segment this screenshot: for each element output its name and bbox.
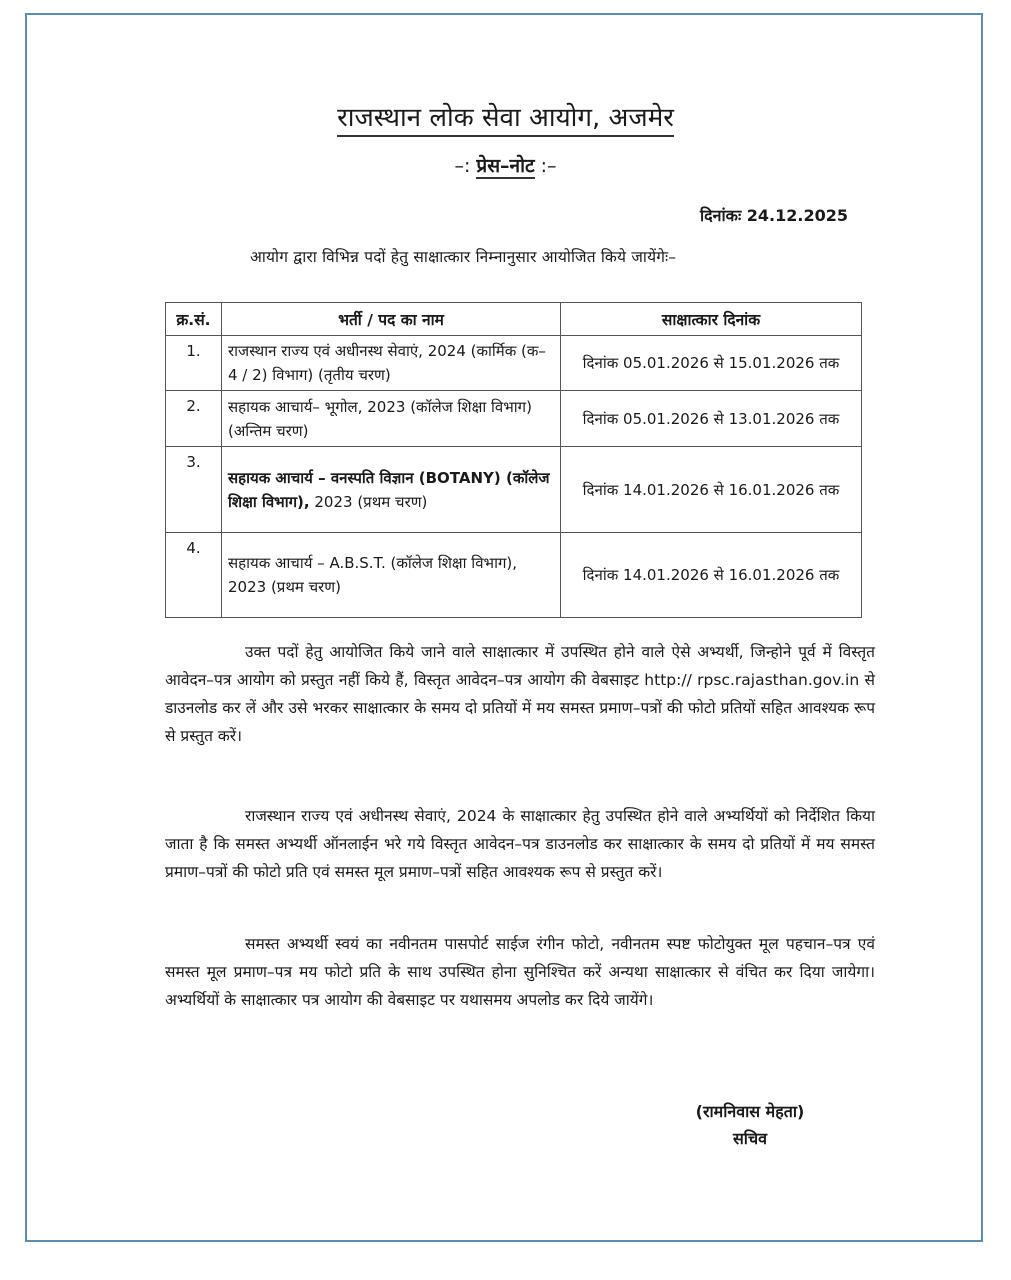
row-interview-date: दिनांक 05.01.2026 से 13.01.2026 तक — [561, 391, 862, 447]
press-note-label: प्रेस–नोट — [476, 155, 535, 177]
row-serial: 1. — [166, 336, 222, 391]
header-post-name: भर्ती / पद का नाम — [222, 303, 561, 336]
subtitle-suffix: :– — [534, 155, 557, 177]
row-serial: 2. — [166, 391, 222, 447]
row-serial: 3. — [166, 447, 222, 533]
subtitle-prefix: –: — [454, 155, 477, 177]
row-serial: 4. — [166, 533, 222, 618]
row-post-name: सहायक आचार्य– भूगोल, 2023 (कॉलेज शिक्षा विभाग) (अन्तिम चरण) — [222, 391, 561, 447]
row-interview-date: दिनांक 14.01.2026 से 16.01.2026 तक — [561, 533, 862, 618]
row-post-name: राजस्थान राज्य एवं अधीनस्थ सेवाएं, 2024 (कार्मिक (क–4 / 2) विभाग) (तृतीय चरण) — [222, 336, 561, 391]
date-value: 24.12.2025 — [746, 206, 848, 225]
header-interview-date: साक्षात्कार दिनांक — [561, 303, 862, 336]
table-row — [166, 391, 862, 447]
paragraph-ras-instructions — [165, 802, 875, 886]
table-row — [166, 533, 862, 618]
row-post-name — [222, 447, 561, 533]
issue-date — [700, 204, 848, 226]
interview-schedule-table — [165, 302, 862, 618]
signatory-name: (रामनिवास मेहता) — [695, 1102, 805, 1121]
paragraph-text: राजस्थान राज्य एवं अधीनस्थ सेवाएं, 2024 के साक्षात्कार हेतु उपस्थित होने वाले अभ्यर्थियों को निर्देशित किया जाता है कि समस्त अभ्यर्थी ऑनलाईन भरे गये विस्तृत आवेदन–पत्र डाउनलोड कर साक्षात्कार के समय दो प्रतियों में मय समस्त प्रमाण–पत्रों की फोटो प्रति एवं समस्त मूल प्रमाण–पत्रों सहित आवश्यक रूप से प्रस्तुत करें। — [165, 807, 875, 881]
row-interview-date: दिनांक 05.01.2026 से 15.01.2026 तक — [561, 336, 862, 391]
press-note-heading — [0, 152, 1011, 178]
row-post-name-bold: सहायक आचार्य – वनस्पति विज्ञान (BOTANY) (कॉलेज शिक्षा विभाग), — [228, 468, 550, 511]
header-serial: क्र.सं. — [166, 303, 222, 336]
paragraph-documents-required — [165, 930, 875, 1014]
table-row — [166, 447, 862, 533]
signatory-designation: सचिव — [732, 1129, 768, 1148]
paragraph-text: उक्त पदों हेतु आयोजित किये जाने वाले साक्षात्कार में उपस्थित होने वाले ऐसे अभ्यर्थी, जिन्होने पूर्व में विस्तृत आवेदन–पत्र आयोग को प्रस्तुत नहीं किये हैं, विस्तृत आवेदन–पत्र आयोग की वेबसाइट http:// rpsc.rajasthan.gov.in से डाउनलोड कर लें और उसे भरकर साक्षात्कार के समय दो प्रतियों में मय समस्त प्रमाण–पत्रों की फोटो प्रतियों सहित आवश्यक रूप से प्रस्तुत करें। — [165, 643, 875, 745]
row-post-name: सहायक आचार्य – A.B.S.T. (कॉलेज शिक्षा विभाग), 2023 (प्रथम चरण) — [222, 533, 561, 618]
date-label: दिनांकः — [700, 206, 742, 225]
row-post-name-rest: 2023 (प्रथम चरण) — [314, 492, 428, 511]
row-interview-date: दिनांक 14.01.2026 से 16.01.2026 तक — [561, 447, 862, 533]
table-header-row — [166, 303, 862, 336]
organization-name: राजस्थान लोक सेवा आयोग, अजमेर — [337, 103, 674, 137]
intro-text: आयोग द्वारा विभिन्न पदों हेतु साक्षात्कार निम्नानुसार आयोजित किये जायेंगेः– — [250, 248, 677, 266]
paragraph-text: समस्त अभ्यर्थी स्वयं का नवीनतम पासपोर्ट साईज रंगीन फोटो, नवीनतम स्पष्ट फोटोयुक्त मूल पहचान–पत्र एवं समस्त मूल प्रमाण–पत्र मय फोटो प्रति के साथ उपस्थित होना सुनिश्चित करें अन्यथा साक्षात्कार से वंचित कर दिया जायेगा। अभ्यर्थियों के साक्षात्कार पत्र आयोग की वेबसाइट पर यथासमय अपलोड कर दिये जायेंगे। — [165, 935, 875, 1009]
page-border — [25, 13, 983, 1242]
organization-title — [0, 98, 1011, 134]
table-row — [166, 336, 862, 391]
paragraph-application-form — [165, 638, 875, 750]
